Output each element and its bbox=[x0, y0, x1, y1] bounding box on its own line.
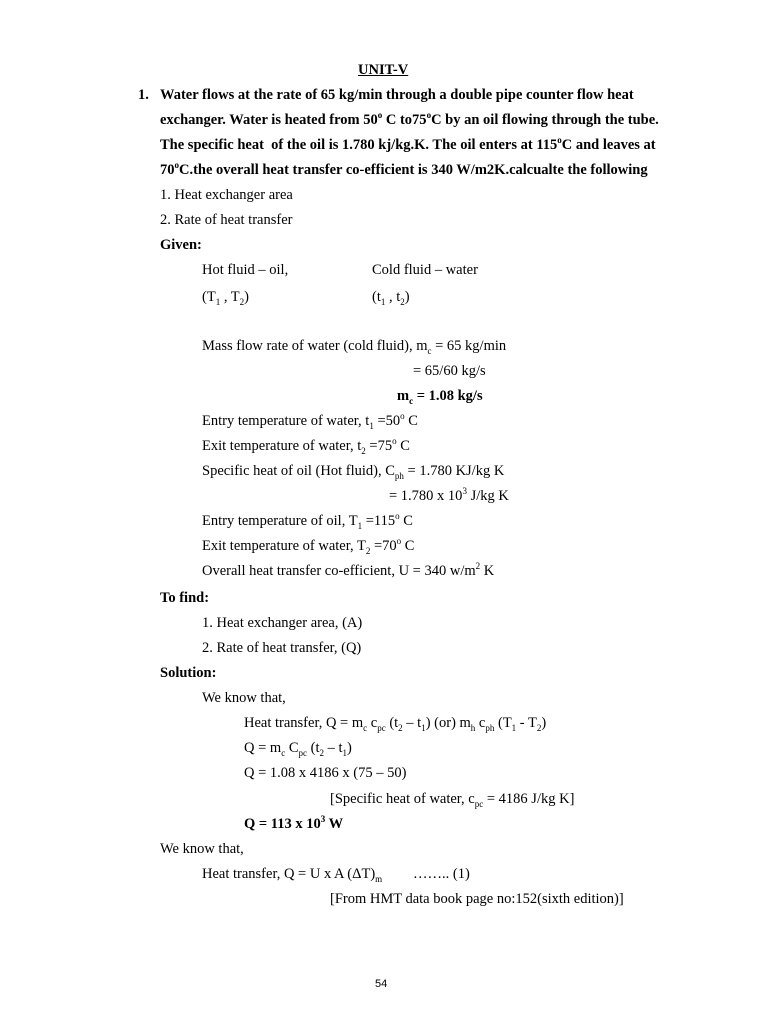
result-q: Q = 113 x $10^3$ W bbox=[244, 814, 344, 832]
hot-fluid-symbols: ($T_1$ , $T_2$) bbox=[202, 289, 250, 307]
water-entry-temp: Entry temperature of water, $t_1 =50^o$ C bbox=[202, 411, 418, 431]
problem-number: 1. bbox=[138, 87, 149, 103]
cold-fluid-symbols: ($t_1$ , $t_2$) bbox=[372, 289, 410, 307]
oil-exit-temp: Exit temperature of water, $T_2 =70^o$ C bbox=[202, 536, 415, 556]
equation-lmtd: Heat transfer, Q = U x A $(\Delta T)_m$ bbox=[202, 866, 383, 884]
data-book-reference: [From HMT data book page no:152(sixth edition)] bbox=[330, 891, 624, 907]
requirement-1: 1. Heat exchanger area bbox=[160, 187, 293, 203]
unit-title: UNIT-V bbox=[358, 62, 409, 78]
water-exit-temp: Exit temperature of water, $t_2 =75^o$ C bbox=[202, 436, 410, 456]
oil-specific-heat-si: = 1.780 x $10^3$ J/kg K bbox=[389, 486, 509, 504]
equation-heat-transfer: Heat transfer, $Q = m_c$ $c_{pc}$ $(t_2 - t_1)$ (or) $m_h$ $c_{ph}$ $(T_1 - T_2)$ bbox=[244, 715, 547, 733]
to-find-item-1: 1. Heat exchanger area, (A) bbox=[202, 615, 363, 631]
we-know-that-2: We know that, bbox=[160, 841, 244, 857]
page-number: 54 bbox=[375, 978, 388, 990]
problem-line-1: Water flows at the rate of 65 kg/min through a double pipe counter flow heat bbox=[160, 87, 634, 103]
mass-flow-rate-result: $m_c = 1.08$ kg/s bbox=[397, 388, 483, 406]
mass-flow-rate-step: = 65/60 kg/s bbox=[413, 363, 486, 379]
cold-fluid: Cold fluid – water bbox=[372, 262, 478, 278]
to-find-item-2: 2. Rate of heat transfer, (Q) bbox=[202, 640, 362, 656]
overall-coefficient: Overall heat transfer co-efficient, U = 340 $w/m^2$ K bbox=[202, 561, 495, 579]
hot-fluid: Hot fluid – oil, bbox=[202, 262, 289, 278]
to-find-heading: To find: bbox=[160, 590, 210, 606]
problem-line-2: exchanger. Water is heated from 50$^o$ C to75$^o$C by an oil flowing through the tube. bbox=[160, 110, 659, 128]
solution-heading: Solution: bbox=[160, 665, 217, 681]
mass-flow-rate: Mass flow rate of water (cold fluid), $m_c = 65$ kg/min bbox=[202, 338, 507, 356]
oil-specific-heat: Specific heat of oil (Hot fluid), $C_{ph} = 1.780$ KJ/kg K bbox=[202, 463, 505, 481]
problem-line-4: 70$^o$C.the overall heat transfer co-efficient is 340 W/m2K.calcualte the following bbox=[160, 160, 648, 178]
equation-q-values: Q = 1.08 x 4186 x (75 – 50) bbox=[244, 765, 407, 781]
equation-tag: …….. (1) bbox=[413, 866, 470, 882]
specific-heat-note: [Specific heat of water, $c_{pc} = 4186$ J/kg K] bbox=[330, 791, 575, 809]
given-heading: Given: bbox=[160, 237, 202, 253]
problem-line-3: The specific heat of the oil is 1.780 kj/kg.K. The oil enters at 115$^o$C and leaves at bbox=[160, 135, 656, 153]
equation-q-cold: $Q = m_c$ $C_{pc}$ $(t_2 - t_1)$ bbox=[244, 740, 352, 758]
we-know-that-1: We know that, bbox=[202, 690, 286, 706]
oil-entry-temp: Entry temperature of oil, $T_1 =115^o$ C bbox=[202, 511, 413, 531]
requirement-2: 2. Rate of heat transfer bbox=[160, 212, 293, 228]
